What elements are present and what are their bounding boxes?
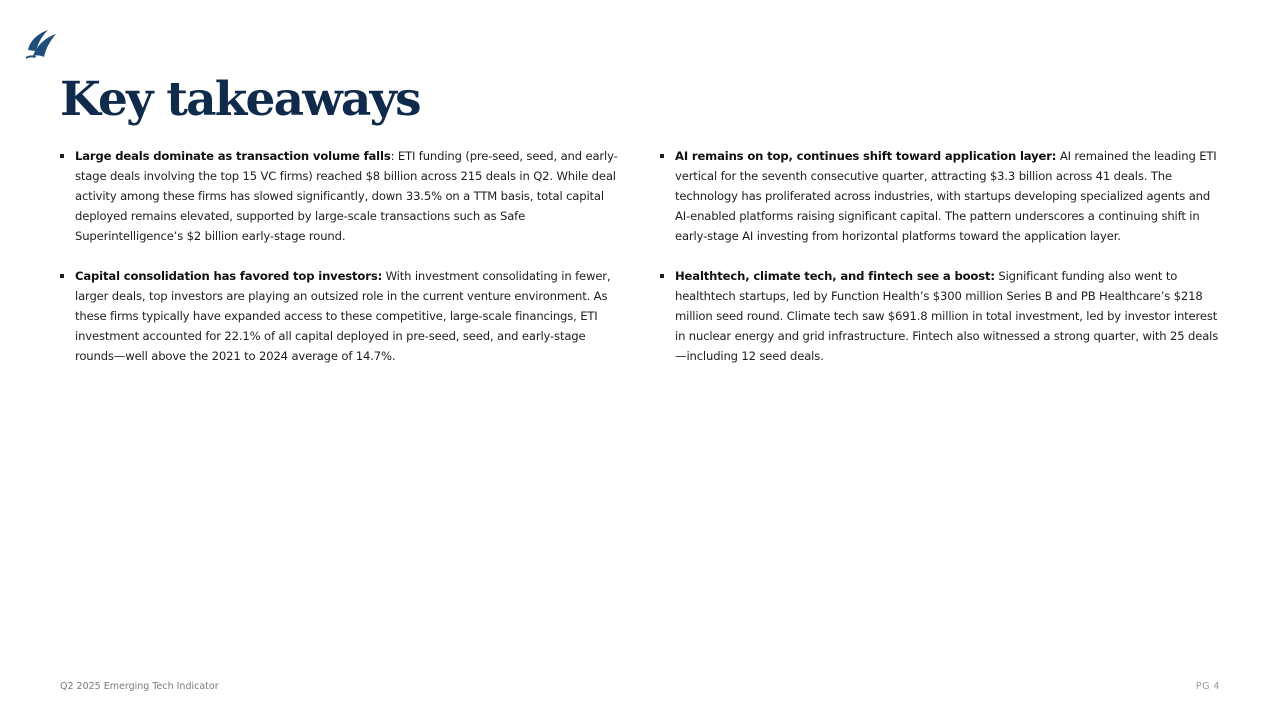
takeaway-lead: AI remains on top, continues shift toward application layer:: [675, 149, 1057, 163]
takeaway-item: [660, 146, 1220, 246]
page-title: Key takeaways: [60, 72, 420, 127]
bullet-icon: [660, 154, 664, 158]
bullet-icon: [60, 274, 64, 278]
bullet-icon: [60, 154, 64, 158]
takeaways-right-column: [660, 146, 1220, 386]
takeaways-left-column: [60, 146, 620, 386]
takeaway-item: [60, 266, 620, 366]
takeaway-body: With investment consolidating in fewer, larger deals, top investors are playing an outsized role in the current venture environment. As these firms typically have expanded access to these competitive, large-scale financings, ETI investment accounted for 22.1% of all capital deployed in pre-seed, seed, and early-stage rounds—well above the 2021 to 2024 average of 14.7%.: [75, 269, 611, 363]
takeaway-lead: Healthtech, climate tech, and fintech see a boost:: [675, 269, 995, 283]
sail-logo-icon: [24, 26, 58, 60]
footer-report-name: Q2 2025 Emerging Tech Indicator: [60, 681, 219, 692]
footer-page-number: PG 4: [1195, 681, 1220, 692]
takeaway-body: AI remained the leading ETI vertical for the seventh consecutive quarter, attracting $3.3 billion across 41 deals. The technology has proliferated across industries, with startups developing specialized agents and AI-enabled platforms raising significant capital. The pattern underscores a continuing shift in early-stage AI investing from horizontal platforms toward the application layer.: [675, 149, 1217, 243]
takeaway-body: Significant funding also went to healthtech startups, led by Function Health’s $300 million Series B and PB Healthcare’s $218 million seed round. Climate tech saw $691.8 million in total investment, led by investor interest in nuclear energy and grid infrastructure. Fintech also witnessed a strong quarter, with 25 deals—including 12 seed deals.: [675, 269, 1219, 363]
takeaway-lead: Capital consolidation has favored top investors:: [75, 269, 383, 283]
takeaway-item: [60, 146, 620, 246]
takeaway-body: : ETI funding (pre-seed, seed, and early-stage deals involving the top 15 VC firms) reached $8 billion across 215 deals in Q2. While deal activity among these firms has slowed significantly, down 33.5% on a TTM basis, total capital deployed remains elevated, supported by large-scale transactions such as Safe Superintelligence’s $2 billion early-stage round.: [75, 149, 618, 243]
takeaway-item: [660, 266, 1220, 366]
takeaway-lead: Large deals dominate as transaction volume falls: [75, 149, 391, 163]
bullet-icon: [660, 274, 664, 278]
